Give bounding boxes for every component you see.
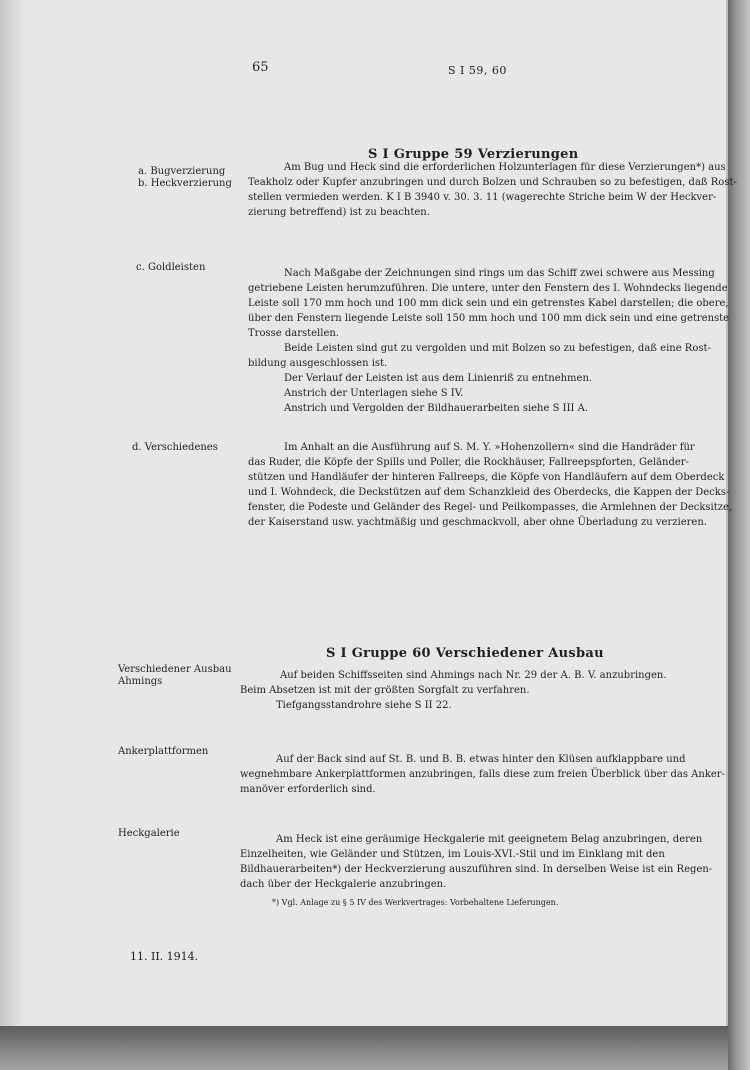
paragraph-ahmings — [240, 668, 667, 713]
label-heckgalerie: Heckgalerie — [118, 828, 180, 839]
group-59-heading: S I Gruppe 59 Verzierungen — [368, 147, 579, 162]
text-line: fenster, die Podeste und Geländer des Regel- und Peilkompasses, die Armlehnen der Decksitze, — [248, 502, 733, 513]
text-line: Anstrich und Vergolden der Bildhauerarbeiten siehe S III A. — [284, 403, 589, 414]
text-line: über den Fenstern liegende Leiste soll 150 mm hoch und 100 mm dick sein und eine getrenste — [248, 313, 730, 324]
text-line: Teakholz oder Kupfer anzubringen und durch Bolzen und Schrauben so zu befestigen, daß Rost- — [248, 177, 737, 188]
page-binding-shadow — [0, 0, 26, 1026]
text-line: Tiefgangsstandrohre siehe S II 22. — [276, 700, 452, 711]
text-line: Trosse darstellen. — [248, 328, 339, 339]
text-line: manöver erforderlich sind. — [240, 784, 376, 795]
text-line: Leiste soll 170 mm hoch und 100 mm dick sein und ein getrenstes Kabel darstellen; die obere, — [248, 298, 729, 309]
label-verschiedener-ausbau: Verschiedener Ausbau — [118, 664, 232, 675]
section-label — [132, 442, 218, 454]
text-line: Nach Maßgabe der Zeichnungen sind rings um das Schiff zwei schwere aus Messing — [284, 268, 715, 279]
section-label — [118, 664, 232, 688]
label-heckverzierung: b. Heckverzierung — [138, 178, 232, 189]
text-line: Bildhauerarbeiten*) der Heckverzierung auszuführen sind. In derselben Weise ist ein Regen- — [240, 864, 713, 875]
paragraph-ankerplattformen — [240, 752, 725, 797]
label-goldleisten: c. Goldleisten — [136, 262, 206, 273]
paragraph-heckgalerie — [240, 832, 712, 892]
text-line: und I. Wohndeck, die Deckstützen auf dem Schanzkleid des Oberdecks, die Kappen der Decks- — [248, 487, 730, 498]
label-ahmings: Ahmings — [118, 676, 163, 687]
text-line: Der Verlauf der Leisten ist aus dem Linienriß zu entnehmen. — [284, 373, 593, 384]
paragraph-verschiedenes — [248, 440, 732, 530]
paragraph-goldleisten — [248, 266, 729, 416]
text-line: getriebene Leisten herumzuführen. Die untere, unter den Fenstern des I. Wohndecks liegende — [248, 283, 728, 294]
page-number: 65 — [252, 60, 269, 75]
text-line: der Kaiserstand usw. yachtmäßig und geschmackvoll, aber ohne Überladung zu verzieren. — [248, 517, 707, 528]
paragraph-bug-heck — [248, 160, 737, 220]
section-label — [138, 166, 232, 190]
text-line: Anstrich der Unterlagen siehe S IV. — [284, 388, 464, 399]
label-verschiedenes: d. Verschiedenes — [132, 442, 218, 453]
page-edge-bottom — [0, 1026, 728, 1070]
group-60-heading: S I Gruppe 60 Verschiedener Ausbau — [326, 646, 604, 661]
section-label — [136, 262, 205, 274]
text-line: stellen vermieden werden. K I B 3940 v. 30. 3. 11 (wagerechte Striche beim W der Heckver- — [248, 192, 717, 203]
text-line: dach über der Heckgalerie anzubringen. — [240, 879, 447, 890]
text-line: das Ruder, die Köpfe der Spills und Poller, die Rockhäuser, Fallreepspforten, Geländer- — [248, 457, 689, 468]
label-bugverzierung: a. Bugverzierung — [138, 166, 226, 177]
document-date: 11. II. 1914. — [130, 950, 199, 963]
section-label — [118, 828, 180, 840]
label-ankerplattformen: Ankerplattformen — [118, 746, 209, 757]
text-line: Im Anhalt an die Ausführung auf S. M. Y. »Hohenzollern« sind die Handräder für — [284, 442, 695, 453]
text-line: bildung ausgeschlossen ist. — [248, 358, 388, 369]
text-line: zierung betreffend) ist zu beachten. — [248, 207, 430, 218]
text-line: Am Bug und Heck sind die erforderlichen Holzunterlagen für diese Verzierungen*) aus — [284, 162, 726, 173]
header-reference: S I 59, 60 — [448, 64, 507, 77]
text-line: stützen und Handläufer der hinteren Fallreeps, die Köpfe von Handläufern auf dem Oberdeck — [248, 472, 725, 483]
text-line: Auf beiden Schiffsseiten sind Ahmings nach Nr. 29 der A. B. V. anzubringen. — [280, 670, 667, 681]
text-line: Beim Absetzen ist mit der größten Sorgfalt zu verfahren. — [240, 685, 530, 696]
text-line: Am Heck ist eine geräumige Heckgalerie mit geeignetem Belag anzubringen, deren — [276, 834, 703, 845]
text-line: Einzelheiten, wie Geländer und Stützen, im Louis-XVI.-Stil und im Einklang mit den — [240, 849, 665, 860]
text-line: wegnehmbare Ankerplattformen anzubringen, falls diese zum freien Überblick über das Anker- — [240, 769, 725, 780]
section-label — [118, 746, 208, 758]
text-line: Beide Leisten sind gut zu vergolden und mit Bolzen so zu befestigen, daß eine Rost- — [284, 343, 711, 354]
footnote: *) Vgl. Anlage zu § 5 IV des Werkvertrages: Vorbehaltene Lieferungen. — [272, 898, 559, 907]
text-line: Auf der Back sind auf St. B. und B. B. etwas hinter den Klüsen aufklappbare und — [276, 754, 686, 765]
